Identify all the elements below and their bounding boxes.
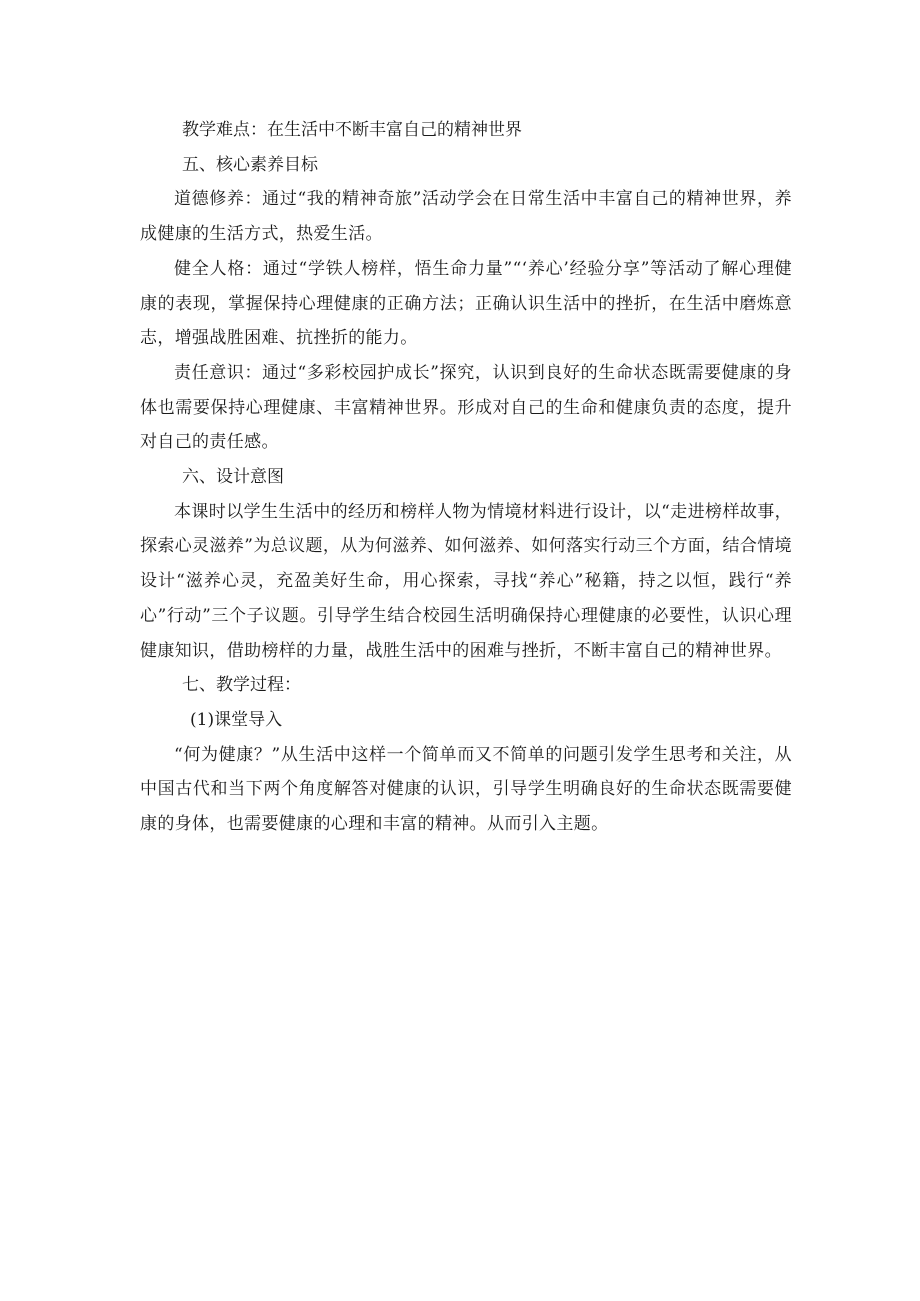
document-page (140, 113, 792, 842)
teaching-difficulty: 教学难点：在生活中不断丰富自己的精神世界 (182, 120, 522, 140)
section-7-heading: 七、教学过程： (182, 675, 301, 696)
section-6-heading: 六、设计意图 (182, 467, 284, 488)
goal-moral-cultivation: 道德修养：通过“我的精神奇旅”活动学会在日常生活中丰富自己的精神世界，养成健康的生活方式，热爱生活。 (140, 189, 792, 245)
subsection-1-heading: (1)课堂导入 (190, 709, 283, 730)
design-intent-paragraph: 本课时以学生生活中的经历和榜样人物为情境材料进行设计，以“走进榜样故事，探索心灵滋养”为总议题，从为何滋养、如何滋养、如何落实行动三个方面，结合情境设计“滋养心灵，充盈美好生命，用心探索，寻找“养心”秘籍，持之以恒，践行“养心”行动”三个子议题。引导学生结合校园生活明确保持心理健康的必要性，认识心理健康知识，借助榜样的力量，战胜生活中的困难与挫折，不断丰富自己的精神世界。 (140, 501, 792, 661)
section-5-heading: 五、核心素养目标 (182, 154, 318, 175)
goal-healthy-personality: 健全人格：通过“学铁人榜样，悟生命力量”“‘养心’经验分享”等活动了解心理健康的表现，掌握保持心理健康的正确方法；正确认识生活中的挫折，在生活中磨炼意志，增强战胜困难、抗挫折的能力。 (140, 258, 792, 349)
lesson-intro-paragraph: “何为健康？”从生活中这样一个简单而又不简单的问题引发学生思考和关注，从中国古代和当下两个角度解答对健康的认识，引导学生明确良好的生命状态既需要健康的身体，也需要健康的心理和丰富的精神。从而引入主题。 (140, 744, 792, 835)
goal-responsibility: 责任意识：通过“多彩校园护成长”探究，认识到良好的生命状态既需要健康的身体也需要保持心理健康、丰富精神世界。形成对自己的生命和健康负责的态度，提升对自己的责任感。 (140, 362, 792, 453)
